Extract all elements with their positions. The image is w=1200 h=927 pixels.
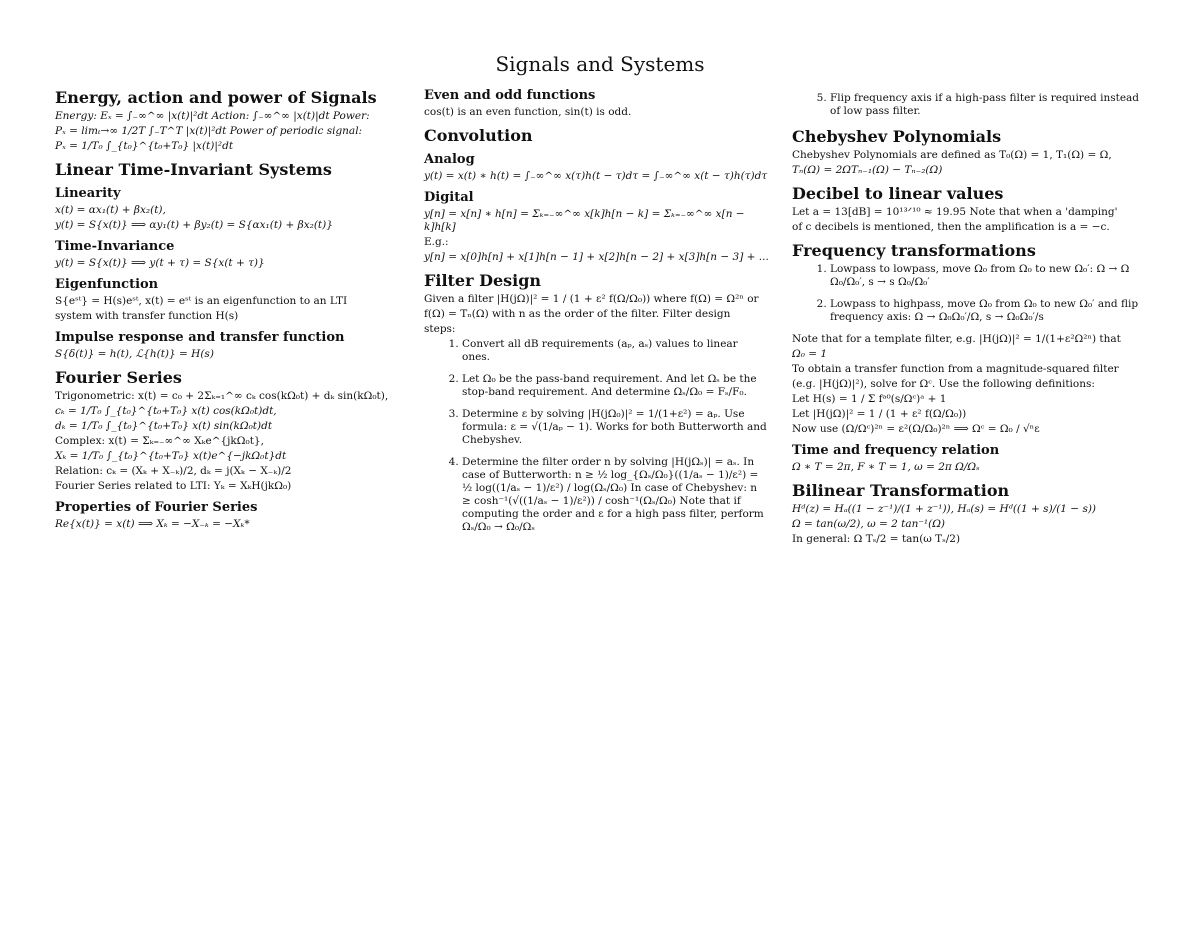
- template-line-1: Note that for a template filter, e.g. |H(jΩ)|² = 1/(1+ε²Ω²ⁿ) that: [792, 333, 1121, 345]
- decibel-line-2: of c decibels is mentioned, then the amplification is a = −c.: [792, 221, 1110, 233]
- frequency-transformation-1: 1. Lowpass to lowpass, move Ω₀ from Ω₀ to new Ω₀′: Ω → Ω Ω₀/Ω₀′, s → s Ω₀/Ω₀′: [830, 263, 1142, 289]
- digital-line-2: E.g.:: [424, 236, 449, 248]
- linearity-line-2: y(t) = S{x(t)} ⟹ αy₁(t) + βy₂(t) = S{αx₁(t) + βx₂(t)}: [55, 219, 333, 231]
- chebyshev-heading: Chebyshev Polynomials: [792, 127, 1002, 146]
- template-line-5: Let H(s) = 1 / Σ fᵃ⁰(s/Ωᶜ)ᵃ + 1: [792, 393, 947, 405]
- chebyshev-line-2: Tₙ(Ω) = 2ΩTₙ₋₁(Ω) − Tₙ₋₂(Ω): [792, 164, 943, 176]
- decibel-line-1: Let a = 13[dB] = 10¹³ᐟ¹⁰ ≈ 19.95 Note that when a 'damping': [792, 206, 1118, 218]
- linearity-heading: Linearity: [55, 186, 121, 201]
- even-odd-line-1: cos(t) is an even function, sin(t) is odd.: [424, 106, 632, 118]
- decibel-heading: Decibel to linear values: [792, 184, 1004, 203]
- filter-step-5: 5. Flip frequency axis if a high-pass filter is required instead of low pass filter.: [830, 92, 1142, 118]
- convolution-heading: Convolution: [424, 126, 533, 145]
- filter-step-4: 4. Determine the filter order n by solving |H(jΩₛ)| = aₛ. In case of Butterworth: n ≥ ½ log_{Ωₛ/Ω₀}((1/aₛ − 1)/ε²) = ½ log((1/aₛ − 1)/ε²) / log(Ωₛ/Ω₀) In case of Chebyshev: n ≥ cosh⁻¹(√((1/aₛ − 1)/ε²)) / cosh⁻¹(Ωₛ/Ω₀) Note that if computing the order and ε for a high pass filter, perform Ωₛ/Ω₀ → Ω₀/Ωₛ: [462, 456, 769, 534]
- frequency-transformations-list: [792, 263, 1142, 324]
- eigenfunction-line-1: S{eˢᵗ} = H(s)eˢᵗ, x(t) = eˢᵗ is an eigenfunction to an LTI: [55, 295, 348, 307]
- impulse-line-1: S{δ(t)} = h(t), ℒ{h(t)} = H(s): [55, 348, 214, 360]
- fourier-line-1: Trigonometric: x(t) = c₀ + 2Σₖ₌₁^∞ cₖ cos(kΩ₀t) + dₖ sin(kΩ₀t),: [55, 390, 389, 402]
- page-title: Signals and Systems: [495, 52, 705, 76]
- bilinear-line-2: Ω = tan(ω/2), ω = 2 tan⁻¹(Ω): [792, 518, 946, 530]
- filter-step-1: 1. Convert all dB requirements (aₚ, aₛ) values to linear ones.: [462, 338, 769, 364]
- digital-line-1: y[n] = x[n] ∗ h[n] = Σₖ₌₋∞^∞ x[k]h[n − k] = Σₖ₌₋∞^∞ x[n − k]h[k]: [424, 208, 745, 233]
- energy-line-1: Energy: Eₓ = ∫₋∞^∞ |x(t)|²dt Action: ∫₋∞^∞ |x(t)|dt Power:: [55, 110, 370, 122]
- filter-intro-3: steps:: [424, 323, 456, 335]
- eigenfunction-heading: Eigenfunction: [55, 277, 159, 292]
- digital-line-3: y[n] = x[0]h[n] + x[1]h[n − 1] + x[2]h[n − 2] + x[3]h[n − 3] + ...: [424, 251, 769, 263]
- time-frequency-line-1: Ω ∗ T = 2π, F ∗ T = 1, ω = 2π Ω/Ωₛ: [792, 461, 980, 473]
- energy-line-2: Pₓ = limₜ→∞ 1/2T ∫₋T^T |x(t)|²dt Power of periodic signal:: [55, 125, 363, 137]
- time-invariance-heading: Time-Invariance: [55, 239, 175, 254]
- analog-line-1: y(t) = x(t) ∗ h(t) = ∫₋∞^∞ x(τ)h(t − τ)dτ = ∫₋∞^∞ x(t − τ)h(τ)dτ: [424, 170, 768, 182]
- time-invariance-line-1: y(t) = S{x(t)} ⟹ y(t + τ) = S{x(t + τ)}: [55, 257, 265, 269]
- energy-line-3: Pₓ = 1/T₀ ∫_{t₀}^{t₀+T₀} |x(t)|²dt: [55, 140, 234, 152]
- even-odd-heading: Even and odd functions: [424, 88, 596, 103]
- fourier-line-6: Relation: cₖ = (Xₖ + X₋ₖ)/2, dₖ = j(Xₖ − X₋ₖ)/2: [55, 465, 292, 477]
- filter-steps-list: [424, 338, 769, 534]
- column-2: [424, 88, 769, 543]
- properties-heading: Properties of Fourier Series: [55, 500, 258, 515]
- filter-step-2: 2. Let Ω₀ be the pass-band requirement. And let Ωₛ be the stop-band requirement. And determine Ωₛ/Ω₀ = Fₛ/F₀.: [462, 373, 769, 399]
- template-line-7: Now use (Ω/Ωᶜ)²ⁿ = ε²(Ω/Ω₀)²ⁿ ⟹ Ωᶜ = Ω₀ / √ⁿε: [792, 423, 1040, 435]
- column-1: [55, 88, 395, 533]
- lti-heading: Linear Time-Invariant Systems: [55, 160, 332, 179]
- bilinear-line-3: In general: Ω Tₛ/2 = tan(ω Tₛ/2): [792, 533, 961, 545]
- frequency-transformations-heading: Frequency transformations: [792, 241, 1036, 260]
- digital-heading: Digital: [424, 190, 474, 205]
- fourier-line-3: dₖ = 1/T₀ ∫_{t₀}^{t₀+T₀} x(t) sin(kΩ₀t)dt: [55, 420, 273, 432]
- filter-step-3: 3. Determine ε by solving |H(jΩ₀)|² = 1/(1+ε²) = aₚ. Use formula: ε = √(1/aₚ − 1). Works for both Butterworth and Chebyshev.: [462, 408, 769, 447]
- filter-design-heading: Filter Design: [424, 271, 542, 290]
- linearity-line-1: x(t) = αx₁(t) + βx₂(t),: [55, 204, 166, 216]
- filter-intro-2: f(Ω) = Tₙ(Ω) with n as the order of the filter. Filter design: [424, 308, 731, 320]
- frequency-transformation-2: 2. Lowpass to highpass, move Ω₀ from Ω₀ to new Ω₀′ and flip frequency axis: Ω → Ω₀Ω₀′/Ω, s → Ω₀Ω₀′/s: [830, 298, 1142, 324]
- template-line-3: To obtain a transfer function from a magnitude-squared filter: [792, 363, 1119, 375]
- properties-line-1: Re{x(t)} = x(t) ⟹ Xₖ = −X₋ₖ = −Xₖ*: [55, 518, 250, 530]
- template-line-4: (e.g. |H(jΩ)|²), solve for Ωᶜ. Use the following definitions:: [792, 378, 1095, 390]
- eigenfunction-line-2: system with transfer function H(s): [55, 310, 239, 322]
- analog-heading: Analog: [424, 152, 475, 167]
- impulse-heading: Impulse response and transfer function: [55, 330, 345, 345]
- template-line-6: Let |H(jΩ)|² = 1 / (1 + ε² f(Ω/Ω₀)): [792, 408, 967, 420]
- bilinear-line-1: Hᵈ(z) = Hₐ((1 − z⁻¹)/(1 + z⁻¹)), Hₐ(s) = Hᵈ((1 + s)/(1 − s)): [792, 503, 1097, 515]
- chebyshev-line-1: Chebyshev Polynomials are defined as T₀(Ω) = 1, T₁(Ω) = Ω,: [792, 149, 1112, 161]
- filter-steps-continued: [792, 92, 1142, 118]
- bilinear-heading: Bilinear Transformation: [792, 481, 1010, 500]
- fourier-line-7: Fourier Series related to LTI: Yₖ = XₖH(jkΩ₀): [55, 480, 292, 492]
- column-3: [792, 92, 1142, 548]
- fourier-line-5: Xₖ = 1/T₀ ∫_{t₀}^{t₀+T₀} x(t)e^{−jkΩ₀t}dt: [55, 450, 287, 462]
- template-line-2: Ω₀ = 1: [792, 348, 828, 360]
- filter-intro-1: Given a filter |H(jΩ)|² = 1 / (1 + ε² f(Ω/Ω₀)) where f(Ω) = Ω²ⁿ or: [424, 293, 759, 305]
- fourier-line-2: cₖ = 1/T₀ ∫_{t₀}^{t₀+T₀} x(t) cos(kΩ₀t)dt,: [55, 405, 277, 417]
- energy-heading: Energy, action and power of Signals: [55, 88, 377, 107]
- fourier-line-4: Complex: x(t) = Σₖ₌₋∞^∞ Xₖe^{jkΩ₀t},: [55, 435, 264, 447]
- time-frequency-heading: Time and frequency relation: [792, 443, 1000, 458]
- fourier-heading: Fourier Series: [55, 368, 182, 387]
